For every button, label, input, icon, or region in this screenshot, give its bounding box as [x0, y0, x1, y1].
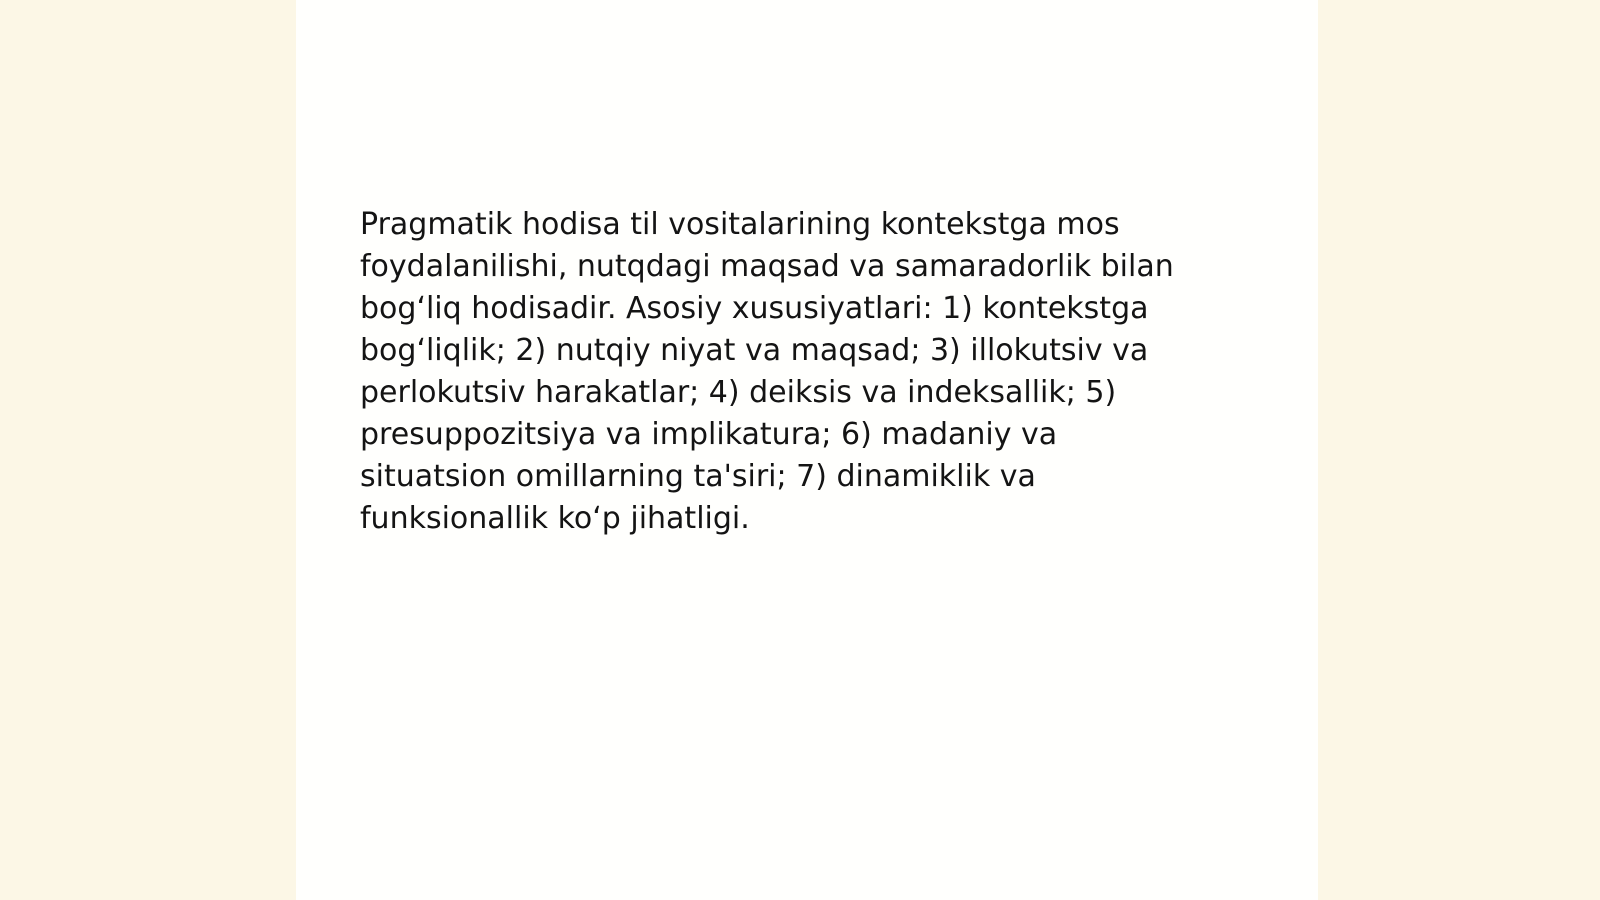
slide	[296, 0, 1318, 900]
slide-body-text: Pragmatik hodisa til vositalarining kontekstga mos foydalanilishi, nutqdagi maqsad va samaradorlik bilan bog‘liq hodisadir. Asosiy xususiyatlari: 1) kontekstga bog‘liqlik; 2) nutqiy niyat va maqsad; 3) illokutsiv va perlokutsiv harakatlar; 4) deiksis va indeksallik; 5) presuppozitsiya va implikatura; 6) madaniy va situatsion omillarning ta'siri; 7) dinamiklik va funksionallik ko‘p jihatligi.	[360, 207, 1174, 536]
